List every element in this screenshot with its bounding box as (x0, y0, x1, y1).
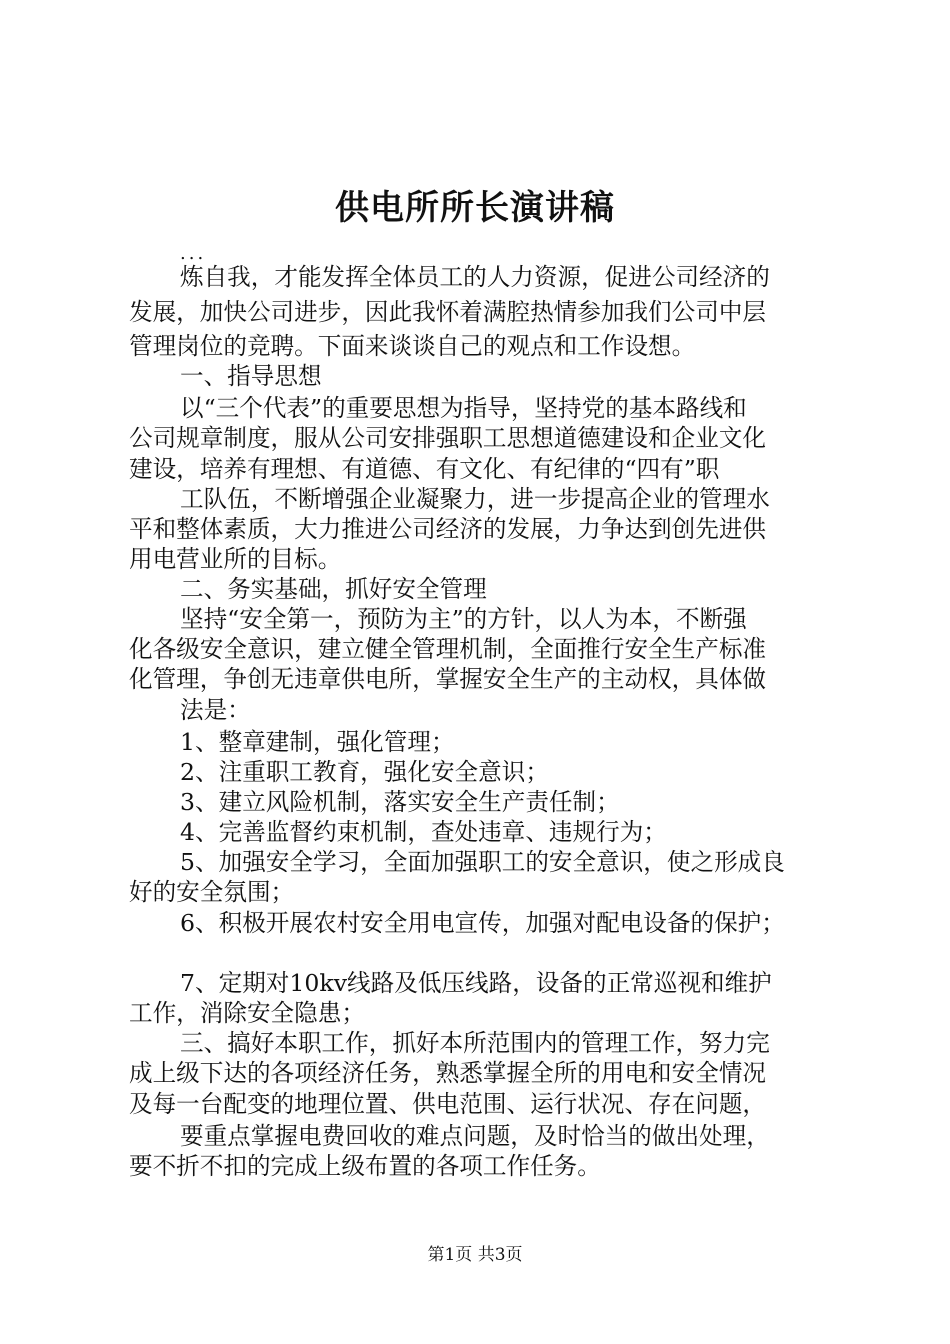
ellipsis-marker: ... (180, 243, 207, 264)
paragraph-line: 建设，培养有理想、有道德、有文化、有纪律的“四有”职 (129, 455, 720, 483)
paragraph-line: 炼自我，才能发挥全体员工的人力资源，促进公司经济的 (180, 263, 770, 291)
list-item: 6、积极开展农村安全用电宣传，加强对配电设备的保护； (180, 909, 785, 937)
paragraph-line: 法是： (180, 696, 251, 724)
paragraph-line: 工队伍，不断增强企业凝聚力，进一步提高企业的管理水 (180, 485, 770, 513)
paragraph-line: 及每一台配变的地理位置、供电范围、运行状况、存在问题， (129, 1090, 767, 1118)
paragraph-line: 发展，加快公司进步，因此我怀着满腔热情参加我们公司中层 (129, 298, 767, 326)
paragraph-line: 化管理，争创无违章供电所，掌握安全生产的主动权，具体做 (129, 665, 767, 693)
paragraph-line: 化各级安全意识，建立健全管理机制，全面推行安全生产标准 (129, 635, 767, 663)
list-item-continuation: 好的安全氛围； (129, 878, 295, 906)
paragraph-line: 管理岗位的竞聘。下面来谈谈自己的观点和工作设想。 (129, 332, 696, 360)
list-item: 3、建立风险机制，落实安全生产责任制； (180, 788, 620, 816)
paragraph-line: 用电营业所的目标。 (129, 545, 342, 573)
list-item: 1、整章建制，强化管理； (180, 728, 455, 756)
paragraph-line: 要不折不扣的完成上级布置的各项工作任务。 (129, 1152, 601, 1180)
page-title: 供电所所长演讲稿 (335, 188, 615, 228)
paragraph-line: 要重点掌握电费回收的难点问题，及时恰当的做出处理， (180, 1122, 770, 1150)
list-item: 4、完善监督约束机制，查处违章、违规行为； (180, 818, 667, 846)
section-heading: 三、搞好本职工作，抓好本所范围内的管理工作，努力完 (180, 1029, 770, 1057)
section-heading: 二、务实基础，抓好安全管理 (180, 575, 487, 603)
page-number-footer: 第1页 共3页 (427, 1245, 523, 1265)
list-item: 7、定期对10kv线路及低压线路，设备的正常巡视和维护 (180, 969, 772, 997)
paragraph-line: 以“三个代表”的重要思想为指导，坚持党的基本路线和 (180, 394, 747, 422)
paragraph-line: 平和整体素质，大力推进公司经济的发展，力争达到创先进供 (129, 515, 767, 543)
list-item-continuation: 工作，消除安全隐患； (129, 999, 365, 1027)
section-heading: 一、指导思想 (180, 362, 322, 390)
list-item: 2、注重职工教育，强化安全意识； (180, 758, 549, 786)
paragraph-line: 公司规章制度，服从公司安排强职工思想道德建设和企业文化 (129, 424, 767, 452)
paragraph-line: 坚持“安全第一，预防为主”的方针，以人为本，不断强 (180, 605, 747, 633)
paragraph-line: 成上级下达的各项经济任务，熟悉掌握全所的用电和安全情况 (129, 1059, 767, 1087)
list-item: 5、加强安全学习，全面加强职工的安全意识，使之形成良 (180, 848, 785, 876)
